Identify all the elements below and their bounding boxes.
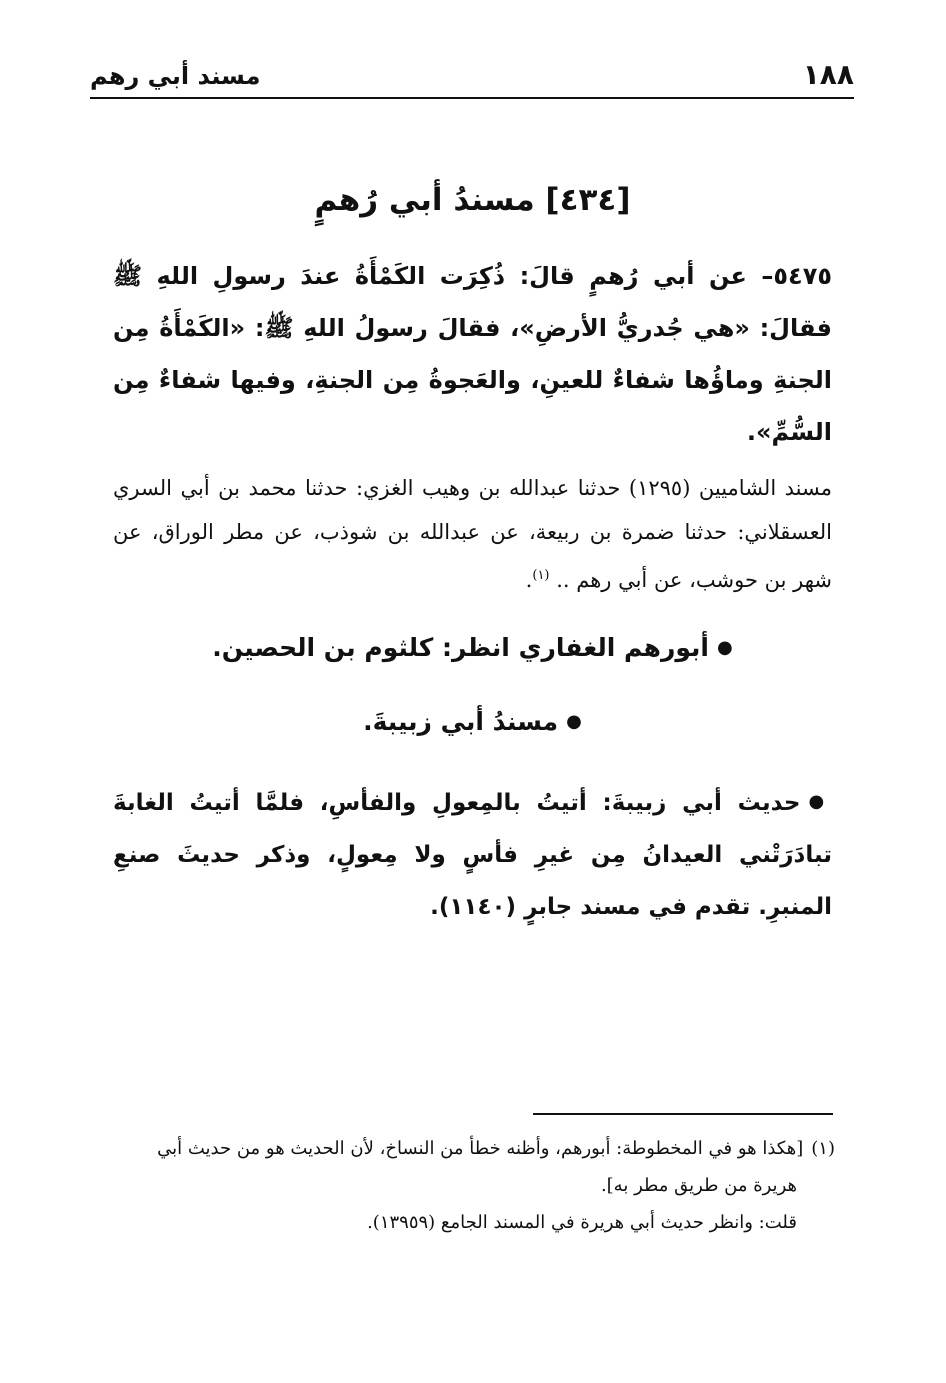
chapter-title: [٤٣٤] مسندُ أبي رُهمٍ [314,182,631,218]
footnote-separator [533,1113,833,1115]
footnote-number: (١) [811,1138,835,1159]
cross-reference-text: أبورهم الغفاري انظر: كلثوم بن الحصين. [212,633,709,662]
header-rule [90,97,854,99]
footnote-1 [113,1130,835,1167]
page-number: ١٨٨ [802,58,854,91]
hadith-zabiba-text: حديث أبي زبيبةَ: أتيتُ بالمِعولِ والفأسِ، فلمَّا أتيتُ الغابةَ تبادَرَتْني العيدانُ مِن غيرِ فأسٍ ولا مِعولٍ، وذكر حديثَ صنعِ المنبرِ. تقدم في مسند جابرٍ (١١٤٠). [113,790,832,920]
cross-reference-abu-ruhm [113,628,832,668]
running-header [90,52,854,96]
isnad-end: . [525,568,533,592]
footnotes [113,1130,835,1241]
hadith-isnad [113,466,832,602]
footnote-line-3: قلت: وانظر حديث أبي هريرة في المسند الجامع (١٣٩٥٩). [367,1212,797,1233]
bullet-icon: ● [808,791,832,812]
footnote-marker: (١) [532,568,550,583]
main-text [113,170,832,933]
section-heading-text: مسندُ أبي زبيبةَ. [363,707,559,736]
isnad-text: مسند الشاميين (١٢٩٥) حدثنا عبدالله بن وهيب الغزي: حدثنا محمد بن أبي السري العسقلاني: حدثنا ضمرة بن ربيعة، عن عبدالله بن شوذب، عن مطر الوراق، عن شهر بن حوشب، عن أبي رهم .. [113,476,832,592]
bullet-icon: ● [717,637,733,658]
bullet-icon: ● [566,711,582,732]
hadith-matn: ٥٤٧٥– عن أبي رُهمٍ قالَ: ذُكِرَت الكَمْأَةُ عندَ رسولِ اللهِ ﷺ فقالَ: «هي جُدريُّ الأرضِ»، فقالَ رسولُ اللهِ ﷺ: «الكَمْأَةُ مِن الجنةِ وماؤُها شفاءٌ للعينِ، والعَجوةُ مِن الجنةِ، وفيها شفاءٌ مِن السُّمِّ». [113,262,832,446]
footnote-line-1: [هكذا هو في المخطوطة: أبورهم، وأظنه خطأ من النساخ، لأن الحديث هو من حديث أبي [157,1138,804,1159]
section-heading-abi-zabiba [113,702,832,742]
footnote-line-2: هريرة من طريق مطر به]. [600,1175,797,1196]
running-title: مسند أبي رهم [90,62,261,90]
hadith-zabiba [113,776,832,933]
